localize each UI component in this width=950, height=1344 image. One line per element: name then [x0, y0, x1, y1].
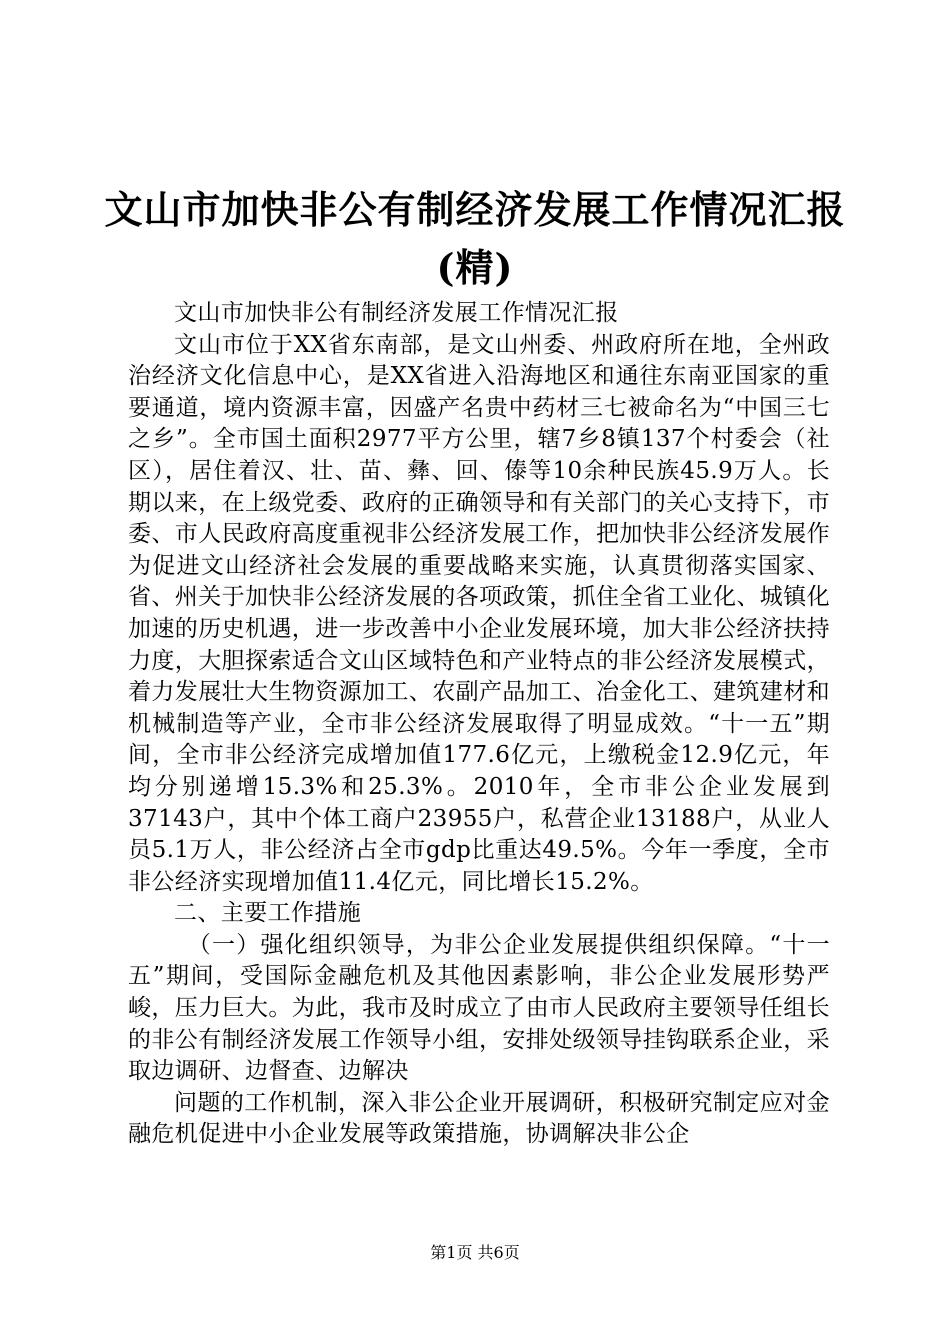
- section-heading: 二、主要工作措施: [174, 900, 362, 927]
- document-body: [128, 298, 830, 1151]
- paragraph-overview: 文山市位于XX省东南部，是文山州委、州政府所在地，全州政治经济文化信息中心，是XX省进入沿海地区和通往东南亚国家的重要通道，境内资源丰富，因盛产名贵中药材三七被命名为“中国三七之乡”。全市国土面积2977平方公里，辖7乡8镇137个村委会（社区），居住着汉、壮、苗、彝、回、傣等10余种民族45.9万人。长期以来，在上级党委、政府的正确领导和有关部门的关心支持下，市委、市人民政府高度重视非公经济发展工作，把加快非公经济发展作为促进文山经济社会发展的重要战略来实施，认真贯彻落实国家、省、州关于加快非公经济发展的各项政策，抓住全省工业化、城镇化加速的历史机遇，进一步改善中小企业发展环境，加大非公经济扶持力度，大胆探索适合文山区域特色和产业特点的非公经济发展模式，着力发展壮大生物资源加工、农副产品加工、冶金化工、建筑建材和机械制造等产业，全市非公经济发展取得了明显成效。“十一五”期间，全市非公经济完成增加值177.6亿元，上缴税金12.9亿元，年均分别递增15.3%和25.3%。2010年，全市非公企业发展到37143户，其中个体工商户23955户，私营企业13188户，从业人员5.1万人，非公经济占全市gdp比重达49.5%。今年一季度，全市非公经济实现增加值11.4亿元，同比增长15.2%。: [128, 331, 830, 895]
- document-title: 文山市加快非公有制经济发展工作情况汇报: [104, 187, 846, 232]
- paragraph-heading: 文山市加快非公有制经济发展工作情况汇报: [174, 300, 619, 326]
- document-title-suffix: (精): [436, 245, 514, 290]
- paragraph-continuation: 问题的工作机制，深入非公企业开展调研，积极研究制定应对金融危机促进中小企业发展等政策措施，协调解决非公企: [128, 1089, 830, 1148]
- paragraph-measure-1: （一）强化组织领导，为非公企业发展提供组织保障。“十一五”期间，受国际金融危机及其他因素影响，非公企业发展形势严峻，压力巨大。为此，我市及时成立了由市人民政府主要领导任组长的非公有制经济发展工作领导小组，安排处级领导挂钩联系企业，采取边调研、边督查、边解决: [128, 931, 830, 1085]
- page-footer: 第1页 共6页: [430, 1243, 520, 1262]
